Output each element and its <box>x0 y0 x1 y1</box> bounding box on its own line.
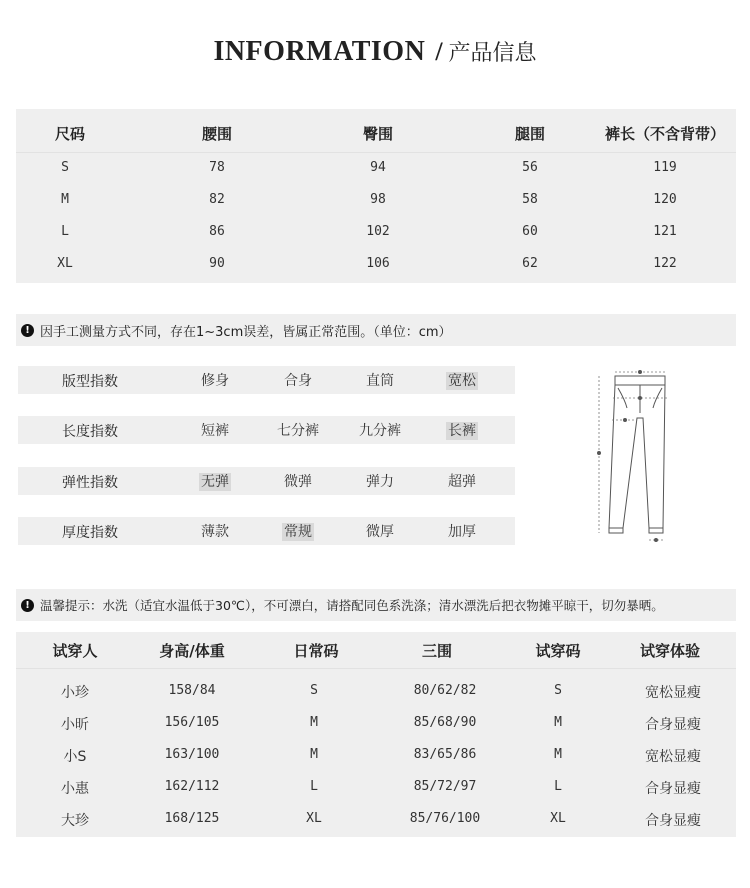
index-option: 直筒 <box>366 373 394 389</box>
pants-measurement-diagram <box>585 368 695 553</box>
size-header-length: 裤长（不含背带） <box>604 125 725 143</box>
index-option: 超弹 <box>448 474 476 490</box>
size-cell: 58 <box>522 192 538 207</box>
size-cell: 60 <box>522 224 538 239</box>
index-option: 微厚 <box>366 524 394 540</box>
index-option: 短裤 <box>201 423 229 439</box>
size-cell: 62 <box>522 256 538 271</box>
tryon-cell: M <box>554 715 562 730</box>
care-note-text: 温馨提示：水洗（适宜水温低于30℃），不可漂白，请搭配同色系洗涤；清水漂洗后把衣物摊平晾干，切勿暴晒。 <box>40 598 664 613</box>
size-cell: 122 <box>653 256 677 271</box>
tryon-cell: 宽松显瘦 <box>645 685 701 701</box>
tryon-cell: 168/125 <box>164 811 220 826</box>
size-header-thigh: 腿围 <box>514 125 545 143</box>
tryon-cell: 合身显瘦 <box>645 781 701 797</box>
index-option: 加厚 <box>448 524 476 540</box>
tryon-cell: M <box>310 747 318 762</box>
size-cell: 56 <box>522 160 538 175</box>
index-option-selected: 无弹 <box>201 474 229 490</box>
size-cell: M <box>61 192 69 207</box>
index-option-selected: 长裤 <box>448 423 476 439</box>
size-cell: 102 <box>366 224 390 239</box>
tryon-header-experience: 试穿体验 <box>639 642 700 660</box>
care-note <box>21 596 664 614</box>
size-cell: 82 <box>209 192 225 207</box>
tryon-header-daily-size: 日常码 <box>293 642 339 660</box>
size-cell: 98 <box>370 192 386 207</box>
index-option-selected: 常规 <box>284 524 312 540</box>
size-header-waist: 腰围 <box>201 125 232 143</box>
index-option: 微弹 <box>284 474 312 490</box>
page-title <box>0 36 750 68</box>
index-label-thickness: 厚度指数 <box>62 525 118 541</box>
index-label-elasticity: 弹性指数 <box>62 475 118 491</box>
tryon-cell: 85/76/100 <box>409 811 481 826</box>
tryon-cell: 85/68/90 <box>413 715 477 730</box>
index-option: 修身 <box>201 373 229 389</box>
tryon-cell: XL <box>550 811 566 826</box>
size-cell: 86 <box>209 224 225 239</box>
size-cell: 78 <box>209 160 225 175</box>
measure-note-text: 因手工测量方式不同，存在1~3cm误差，皆属正常范围。（单位：cm） <box>40 324 452 340</box>
tryon-table <box>16 632 736 837</box>
tryon-cell: 83/65/86 <box>413 747 477 762</box>
size-header-hip: 臀围 <box>362 125 393 143</box>
size-cell: 121 <box>653 224 677 239</box>
index-option: 合身 <box>284 373 312 389</box>
tryon-cell: 合身显瘦 <box>645 717 701 733</box>
measure-note <box>21 321 452 339</box>
tryon-cell: 小惠 <box>61 781 89 797</box>
tryon-cell: 合身显瘦 <box>645 813 701 829</box>
tryon-cell: 小S <box>63 749 87 765</box>
index-option: 弹力 <box>366 474 394 490</box>
tryon-cell: 158/84 <box>168 683 216 698</box>
tryon-cell: XL <box>306 811 322 826</box>
tryon-header-person: 试穿人 <box>52 642 98 660</box>
title-en: INFORMATION <box>213 36 426 67</box>
size-cell: 94 <box>370 160 386 175</box>
index-option: 九分裤 <box>359 423 401 439</box>
tryon-cell: 宽松显瘦 <box>645 749 701 765</box>
tryon-header-height-weight: 身高/体重 <box>159 642 225 660</box>
tryon-cell: 162/112 <box>164 779 220 794</box>
tryon-header-tryon-size: 试穿码 <box>535 642 581 660</box>
warning-icon: ! <box>21 599 34 612</box>
title-cn: 产品信息 <box>448 41 537 66</box>
tryon-cell: 小昕 <box>61 717 89 733</box>
tryon-cell: 163/100 <box>164 747 220 762</box>
index-option: 薄款 <box>201 524 229 540</box>
size-cell: XL <box>57 256 73 271</box>
size-cell: 106 <box>366 256 390 271</box>
tryon-cell: L <box>310 779 318 794</box>
tryon-cell: M <box>310 715 318 730</box>
size-cell: 120 <box>653 192 677 207</box>
warning-icon: ! <box>21 324 34 337</box>
index-label-fit: 版型指数 <box>62 374 118 390</box>
tryon-header-measurements: 三围 <box>421 642 452 660</box>
index-label-length: 长度指数 <box>62 424 118 440</box>
tryon-cell: L <box>554 779 562 794</box>
tryon-cell: S <box>554 683 562 698</box>
size-cell: 119 <box>653 160 677 175</box>
tryon-cell: 大珍 <box>61 813 89 829</box>
index-option-selected: 宽松 <box>448 373 476 389</box>
index-option: 七分裤 <box>277 423 319 439</box>
title-separator: / <box>435 37 443 66</box>
tryon-cell: M <box>554 747 562 762</box>
size-cell: 90 <box>209 256 225 271</box>
tryon-cell: 80/62/82 <box>413 683 477 698</box>
size-header-size: 尺码 <box>54 125 85 143</box>
size-cell: L <box>61 224 69 239</box>
size-cell: S <box>61 160 69 175</box>
tryon-table-header-divider <box>16 668 736 669</box>
tryon-cell: 85/72/97 <box>413 779 477 794</box>
tryon-cell: 156/105 <box>164 715 220 730</box>
size-table-header-divider <box>16 152 736 153</box>
tryon-cell: 小珍 <box>61 685 89 701</box>
tryon-cell: S <box>310 683 318 698</box>
